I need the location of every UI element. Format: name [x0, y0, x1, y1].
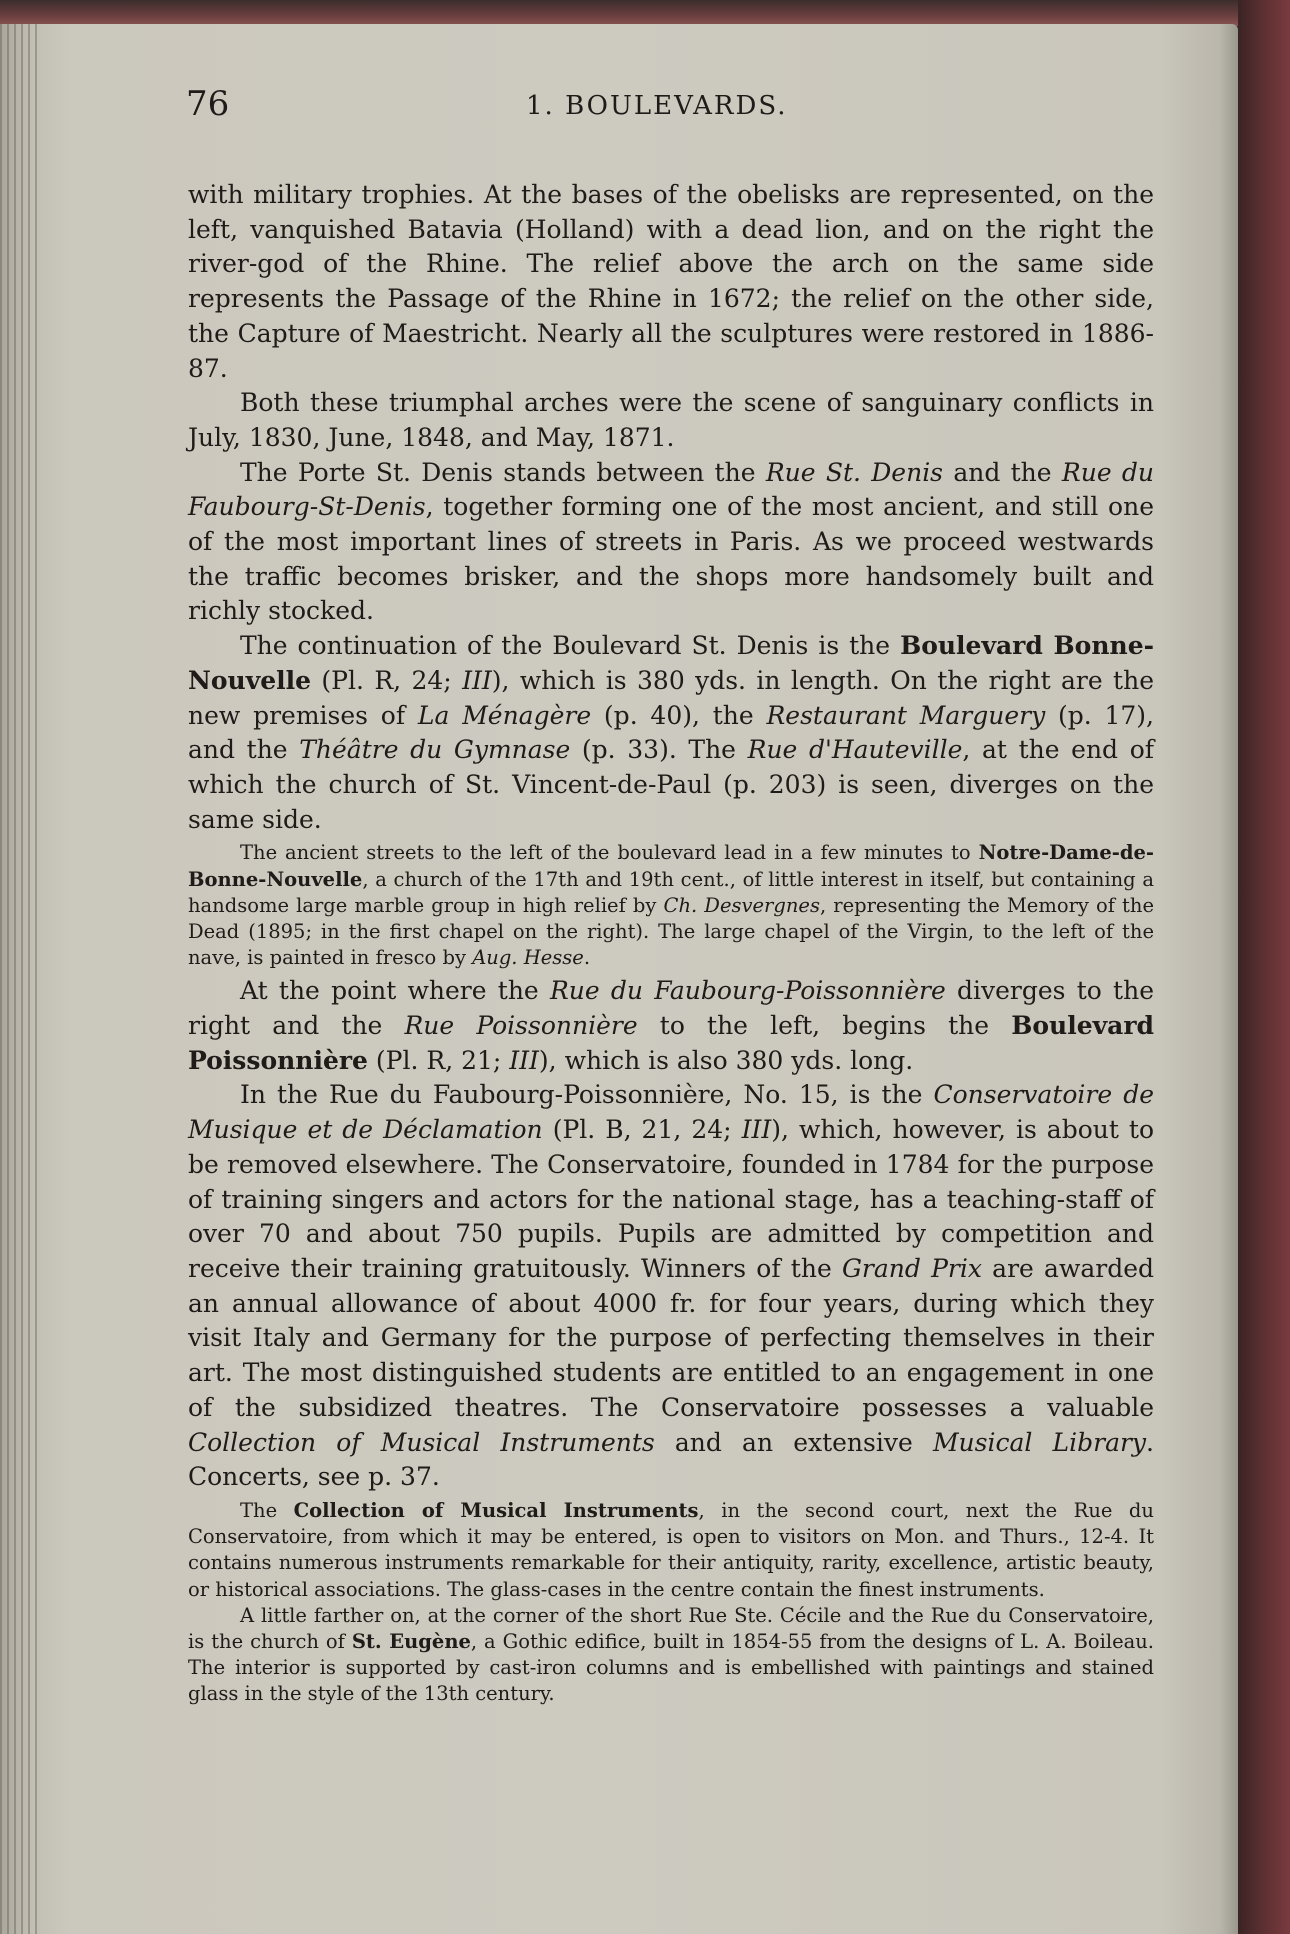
text-span: (p. 33). The [570, 735, 748, 765]
book-top-edge [0, 0, 1290, 26]
text-span: In the Rue du Faubourg-Poissonnière, No. 15, is the [240, 1080, 934, 1110]
page-gutter [0, 24, 40, 1934]
paragraph-porte-st-denis [188, 456, 1154, 630]
text-span: The [240, 1498, 294, 1522]
text-span: The continuation of the Boulevard St. Denis is the [240, 631, 901, 661]
page-header [186, 78, 1166, 130]
text-span: The Porte St. Denis stands between the [240, 457, 766, 487]
text-span: , a Gothic edifice, built in 1854-55 from the designs of L. A. Boileau. The interior is supported by cast-iron columns and is embellished with paintings and stained glass in the style of the 13th century. [188, 1629, 1154, 1706]
text-span: (Pl. R, 24; [311, 665, 463, 695]
institution-name: Conservatoire de Musique et de Déclamation [188, 1080, 1155, 1145]
collection-name: Collection of Musical Instruments [188, 1427, 655, 1457]
plan-ref: III [462, 665, 492, 695]
text-span: , at the end of which the church of St. Vincent-de-Paul (p. 203) is seen, diverges on the same side. [188, 735, 1154, 834]
prize-name: Grand Prix [841, 1254, 982, 1283]
text-span: ), which is 380 yds. in length. On the right are the new premises of [188, 665, 1154, 730]
paragraph-military-trophies: with military trophies. At the bases of the obelisks are represented, on the left, vanquished Batavia (Holland) with a dead lion, and on the right the river-god of the Rhine. The relief above the arch on the same side represents the Passage of the Rhine in 1672; the relief on the other side, the Capture of Maestricht. Nearly all the sculptures were restored in 1886-87. [188, 180, 1154, 383]
street-name: Rue Poissonnière [404, 1011, 638, 1041]
paragraph-triumphal-arches: Both these triumphal arches were the scene of sanguinary conflicts in July, 1830, June, 1848, and May, 1871. [188, 388, 1154, 452]
running-head: 1. BOULEVARDS. [526, 91, 788, 121]
note-st-eugene [188, 1603, 1154, 1708]
plan-ref: III [741, 1115, 772, 1145]
paragraph-boulevard-poissonniere [188, 974, 1154, 1078]
text-span: . [583, 946, 591, 970]
paragraph-conservatoire [188, 1078, 1154, 1494]
text-span: (Pl. R, 21; [367, 1045, 510, 1075]
plan-ref: III [509, 1045, 539, 1075]
text-span: are awarded an annual allowance of about 4000 fr. for four years, during which they visit Italy and Germany for the purpose of perfecting themselves in their art. The most distinguished students are entitled to an engagement in one of the subsidized theatres. The Conservatoire possesses a valuable [188, 1254, 1154, 1422]
artist-name: Ch. Desvergnes [663, 893, 820, 917]
note-musical-instruments [188, 1498, 1154, 1603]
artist-name: Aug. Hesse [472, 946, 584, 970]
text-span: , in the second court, next the Rue du Conservatoire, from which it may be entered, is open to visitors on Mon. and Thurs., 12-4. It contains numerous instruments remarkable for their antiquity, rarity, excellence, artistic beauty, or historical associations. The glass-cases in the centre contain the finest instruments. [188, 1498, 1154, 1601]
paragraph-boulevard-bonne-nouvelle [188, 629, 1154, 837]
book-cover-edge [1238, 0, 1290, 1934]
church-name: St. Eugène [351, 1629, 471, 1653]
text-span: , a church of the 17th and 19th cent., of little interest in itself, but containing a handsome large marble group in high relief by [188, 867, 1154, 917]
text-span: (Pl. B, 21, 24; [542, 1115, 742, 1145]
street-name: Rue du Faubourg-Poissonnière [549, 976, 946, 1006]
place-name: Théâtre du Gymnase [299, 735, 571, 765]
text-span: . Concerts, see p. 37. [188, 1427, 1154, 1492]
place-name: Restaurant Marguery [766, 700, 1046, 730]
text-span: At the point where the [240, 976, 550, 1006]
boulevard-name: Boulevard Bonne-Nouvelle [188, 631, 1154, 695]
page-number: 76 [186, 84, 230, 124]
text-span: (p. 17), and the [188, 700, 1154, 765]
text-span: , representing the Memory of the Dead (1895; in the first chapel on the right). The large chapel of the Virgin, to the left of the nave, is painted in fresco by [188, 893, 1154, 970]
note-notre-dame-bonne-nouvelle [188, 840, 1154, 971]
library-name: Musical Library [932, 1427, 1147, 1457]
body-text [188, 178, 1154, 1708]
text-span: , together forming one of the most ancient, and still one of the most important lines of streets in Paris. As we proceed westwards the traffic becomes brisker, and the shops more handsomely built and richly stocked. [188, 492, 1154, 626]
place-name: La Ménagère [417, 700, 592, 730]
street-name: Rue du Faubourg-St-Denis [188, 457, 1155, 522]
boulevard-name: Boulevard Poissonnière [188, 1011, 1154, 1075]
text-span: A little farther on, at the corner of the short Rue Ste. Cécile and the Rue du Conservatoire, is the church of [188, 1603, 1154, 1653]
text-span: to the left, begins the [637, 1011, 1012, 1041]
street-name: Rue St. Denis [765, 457, 944, 487]
text-span: (p. 40), the [591, 700, 767, 730]
text-span: and the [943, 457, 1062, 487]
collection-name: Collection of Musical Instruments [293, 1498, 699, 1522]
text-span: ), which, however, is about to be removed elsewhere. The Conservatoire, founded in 1784 for the purpose of training singers and actors for the national stage, has a teaching-staff of over 70 and about 750 pupils. Pupils are admitted by competition and receive their training gratuitously. Winners of the [188, 1115, 1155, 1283]
street-name: Rue d'Hauteville [747, 735, 963, 765]
text-span: diverges to the right and the [188, 976, 1154, 1041]
text-span: and an extensive [654, 1427, 933, 1457]
church-name: Notre-Dame-de-Bonne-Nouvelle [188, 841, 1154, 891]
text-span: ), which is also 380 yds. long. [538, 1045, 914, 1075]
text-span: The ancient streets to the left of the boulevard lead in a few minutes to [240, 841, 979, 865]
